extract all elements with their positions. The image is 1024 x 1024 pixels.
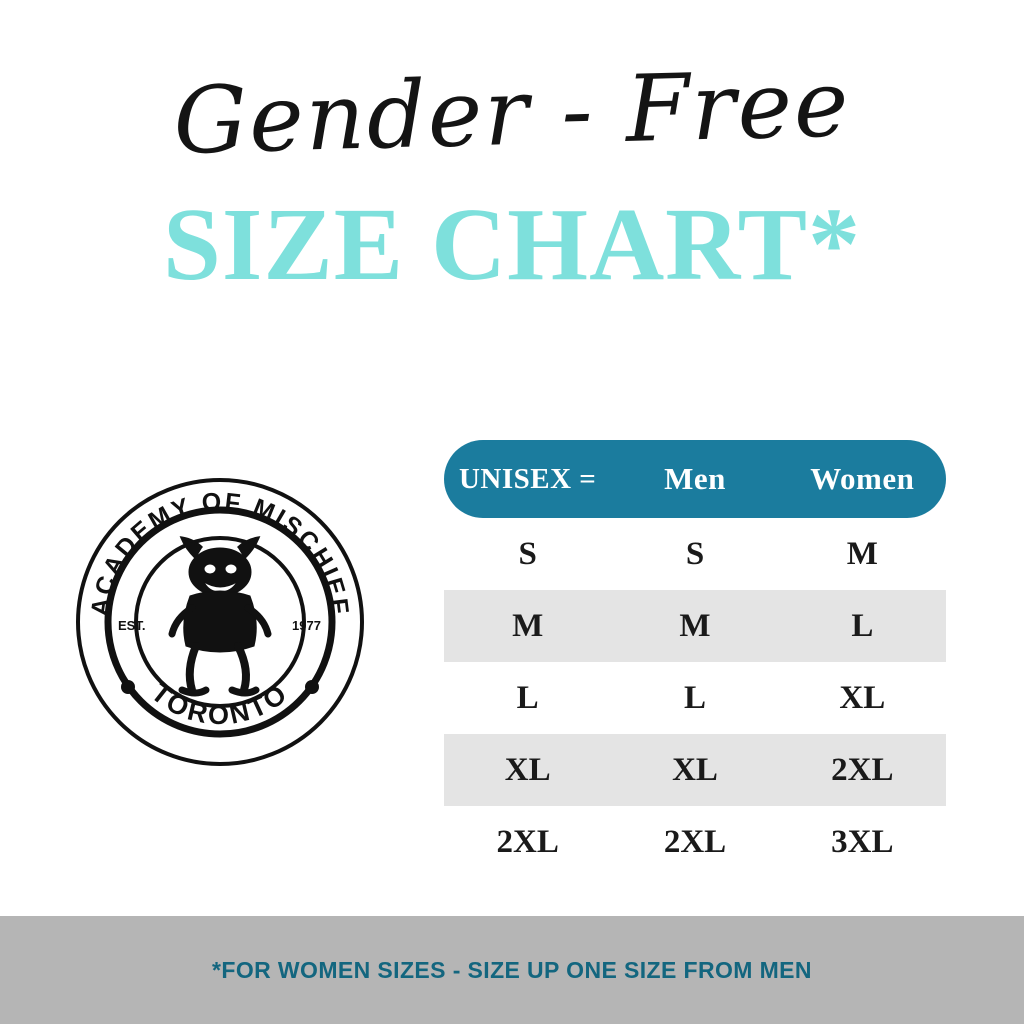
- cell-men: XL: [611, 734, 778, 806]
- svg-text:1977: 1977: [292, 618, 321, 633]
- column-header-unisex: UNISEX =: [458, 462, 597, 495]
- table-row: [444, 734, 946, 806]
- cell-unisex: L: [516, 679, 539, 716]
- table-row: [444, 518, 946, 590]
- page-header: [0, 0, 1024, 330]
- cell-women: XL: [839, 679, 886, 716]
- page-title: SIZE CHART*: [163, 187, 861, 302]
- cell-men: M: [611, 590, 778, 662]
- svg-text:EST.: EST.: [118, 618, 146, 633]
- cell-unisex: M: [444, 590, 611, 662]
- cell-unisex: S: [518, 535, 537, 572]
- cell-women: 2XL: [779, 734, 946, 806]
- svg-text:TORONTO: TORONTO: [145, 677, 295, 730]
- page-title-script: Gender - Free: [172, 50, 852, 175]
- cell-men: 2XL: [663, 823, 727, 860]
- cell-women: M: [846, 535, 878, 572]
- size-chart-table: [444, 440, 946, 878]
- cell-unisex: 2XL: [496, 823, 559, 860]
- table-row: [444, 590, 946, 662]
- column-header-women: Women: [810, 461, 915, 496]
- footer-note: *FOR WOMEN SIZES - SIZE UP ONE SIZE FROM MEN: [212, 956, 812, 983]
- cell-men: L: [683, 679, 706, 716]
- footer-banner: [0, 916, 1024, 1024]
- brand-logo: [70, 472, 370, 772]
- svg-text:ACADEMY OF MISCHIEF: ACADEMY OF MISCHIEF: [85, 487, 355, 618]
- cell-women: 3XL: [831, 823, 894, 860]
- column-header-men: Men: [664, 461, 726, 496]
- cell-women: L: [779, 590, 946, 662]
- table-row: [444, 806, 946, 878]
- cell-unisex: XL: [444, 734, 611, 806]
- table-row: [444, 662, 946, 734]
- table-header-bar: [444, 440, 946, 518]
- cell-men: S: [685, 535, 705, 572]
- size-table: [444, 518, 946, 878]
